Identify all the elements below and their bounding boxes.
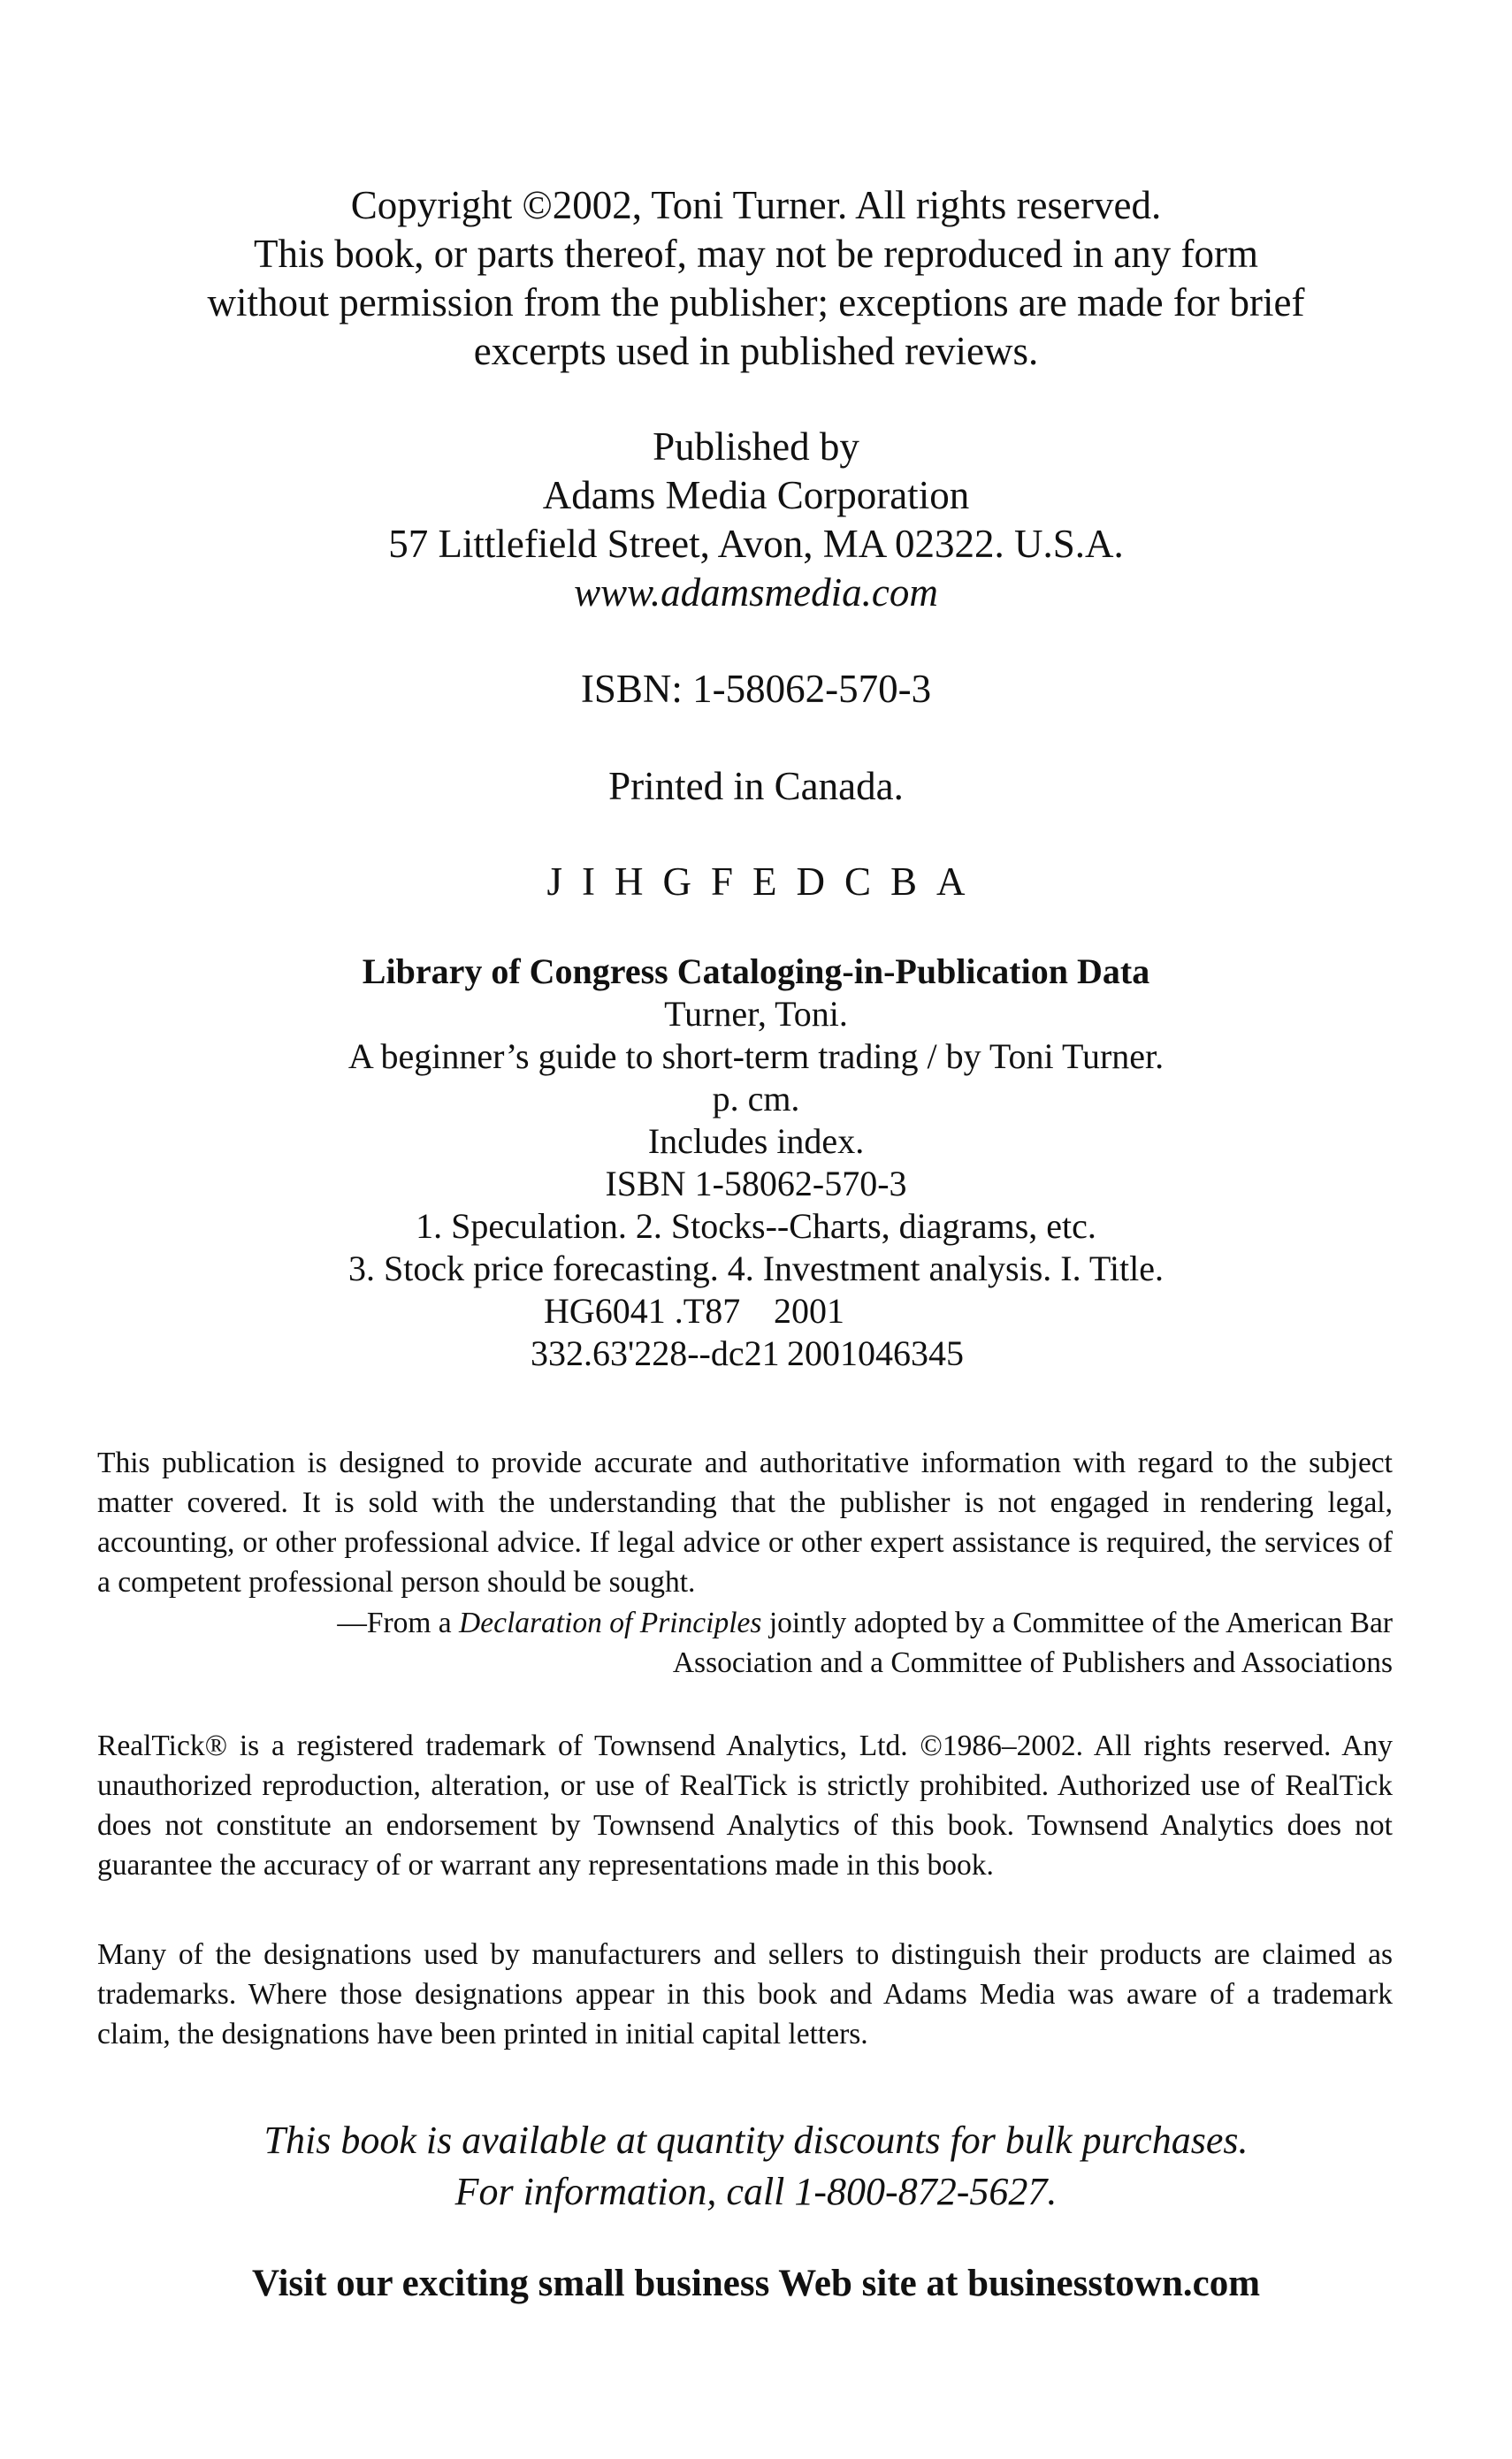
cip-pages: p. cm.: [712, 1079, 800, 1119]
cip-dewey: 332.63'228--dc21: [531, 1333, 780, 1373]
publisher-block: [177, 423, 1335, 617]
cip-title: A beginner’s guide to short-term trading / by Toni Turner.: [347, 1036, 1165, 1076]
cip-subjects: 1. Speculation. 2. Stocks--Charts, diagrams, etc.: [416, 1206, 1096, 1246]
attribution-suffix: jointly adopted by a Committee of the American Bar: [761, 1607, 1393, 1639]
copyright-notice: [177, 181, 1335, 376]
printer-key-line: JIHGFEDCBA: [546, 859, 985, 904]
publisher-url: www.adamsmedia.com: [574, 570, 938, 615]
bulk-line-2: For information, call 1-800-872-5627.: [454, 2170, 1058, 2213]
cip-heading: Library of Congress Cataloging-in-Publication Data: [362, 951, 1150, 991]
cip-index: Includes index.: [647, 1121, 865, 1161]
trademarks-notice: Many of the designations used by manufacturers and sellers to distinguish their products are claimed as trademarks. Where those designations appear in this book and Adams Media was aware of a trademark claim, the designations have been printed in initial capital letters.: [97, 1938, 1393, 2050]
cip-call-number-row: [177, 1290, 1335, 1333]
copyright-line: without permission from the publisher; exceptions are made for brief: [207, 280, 1305, 325]
attribution-prefix: —From a: [337, 1607, 460, 1639]
cip-subjects: 3. Stock price forecasting. 4. Investment analysis. I. Title.: [347, 1249, 1165, 1288]
cip-year: 2001: [774, 1291, 844, 1331]
cip-classification-row: [177, 1333, 1335, 1375]
copyright-line: Copyright ©2002, Toni Turner. All rights reserved.: [350, 183, 1162, 227]
bulk-purchase-notice: [177, 2115, 1335, 2218]
cip-author: Turner, Toni.: [664, 994, 848, 1034]
website-promo: Visit our exciting small business Web site at businesstown.com: [251, 2263, 1261, 2304]
cip-call-number: HG6041 .T87: [544, 1291, 741, 1331]
disclaimer-paragraph: This publication is designed to provide accurate and authoritative information with regard to the subject matter covered. It is sold with the understanding that the publisher is not engaged in rendering legal, accounting, or other professional advice. If legal advice or other expert assistance is required, the services of a competent professional person should be sought.: [97, 1447, 1393, 1599]
bulk-line-1: This book is available at quantity discounts for bulk purchases.: [263, 2119, 1249, 2162]
copyright-line: This book, or parts thereof, may not be reproduced in any form: [254, 232, 1258, 276]
cip-lccn: 2001046345: [787, 1333, 964, 1373]
attribution-line-2: Association and a Committee of Publishers and Associations: [672, 1646, 1393, 1679]
cip-isbn: ISBN 1-58062-570-3: [605, 1164, 907, 1203]
realtick-trademark-notice: RealTick® is a registered trademark of Townsend Analytics, Ltd. ©1986–2002. All rights reserved. Any unauthorized reproduction, alteration, or use of RealTick is strictly prohibited. Authorized use of RealTick does not constitute an endorsement by Townsend Analytics of this book. Townsend Analytics does not guarantee the accuracy of or warrant any representations made in this book.: [97, 1730, 1393, 1882]
disclaimer-attribution: [155, 1603, 1393, 1683]
attribution-title: Declaration of Principles: [459, 1607, 762, 1639]
publisher-name: Adams Media Corporation: [542, 473, 970, 517]
published-by-label: Published by: [653, 424, 859, 469]
isbn: ISBN: 1-58062-570-3: [580, 667, 932, 711]
printed-in: Printed in Canada.: [608, 764, 904, 808]
cip-data-block: [177, 951, 1335, 1375]
publisher-address: 57 Littlefield Street, Avon, MA 02322. U.S.A.: [388, 522, 1124, 566]
copyright-line: excerpts used in published reviews.: [473, 329, 1039, 373]
